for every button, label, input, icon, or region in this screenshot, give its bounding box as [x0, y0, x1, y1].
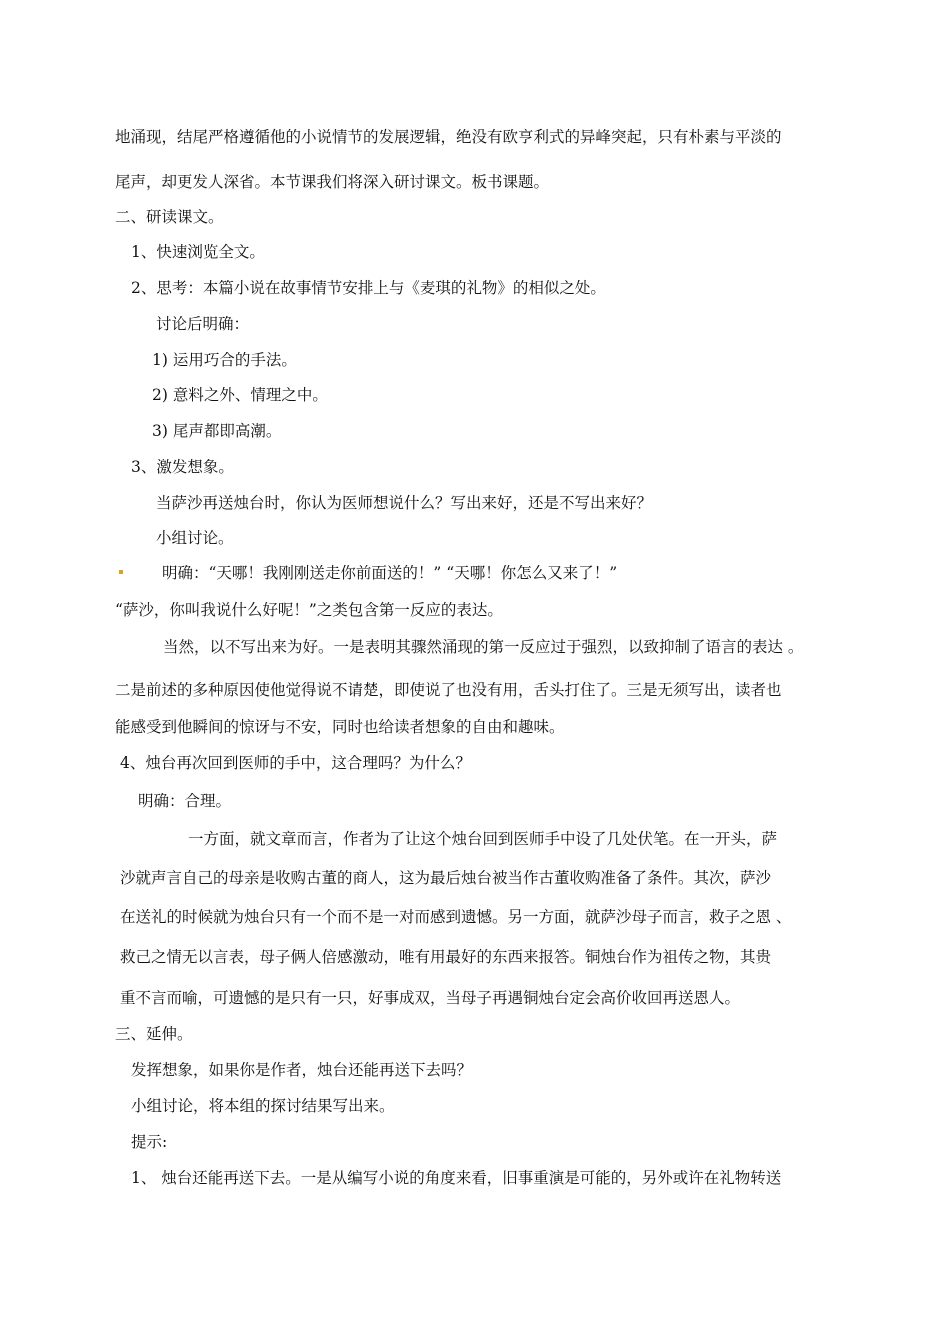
paragraph-line: 一方面，就文章而言，作者为了让这个烛台回到医师手中设了几处伏笔。在一开头，萨: [188, 830, 778, 848]
list-item: 2) 意料之外、情理之中。: [152, 386, 328, 404]
list-item: 4、烛台再次回到医师的手中，这合理吗？为什么？: [120, 754, 471, 772]
list-item: 3) 尾声都即高潮。: [152, 422, 282, 440]
section-heading: 二、研读课文。: [115, 208, 224, 226]
paragraph-line: 小组讨论。: [156, 529, 234, 547]
paragraph-line: 讨论后明确：: [156, 315, 250, 333]
list-item: 2、思考：本篇小说在故事情节安排上与《麦琪的礼物》的相似之处。: [131, 279, 606, 297]
paragraph-line: 小组讨论，将本组的探讨结果写出来。: [131, 1097, 395, 1115]
paragraph-line: 地涌现，结尾严格遵循他的小说情节的发展逻辑，绝没有欧亨利式的异峰突起，只有朴素与平淡的: [115, 128, 782, 146]
bullet-marker: [119, 570, 123, 574]
section-heading: 三、延伸。: [115, 1025, 193, 1043]
paragraph-line: 能感受到他瞬间的惊讶与不安，同时也给读者想象的自由和趣味。: [115, 718, 565, 736]
paragraph-line: 重不言而喻，可遗憾的是只有一只，好事成双，当母子再遇铜烛台定会高价收回再送恩人。: [120, 989, 741, 1007]
list-item: 3、激发想象。: [131, 458, 234, 476]
list-item: 1、快速浏览全文。: [131, 243, 265, 261]
paragraph-line: 在送礼的时候就为烛台只有一个而不是一对而感到遗憾。另一方面，就萨沙母子而言，救子之恩 、: [120, 908, 792, 926]
paragraph-line: 当然，以不写出来为好。一是表明其骤然涌现的第一反应过于强烈，以致抑制了语言的表达 。: [163, 638, 804, 656]
paragraph-line: 发挥想象，如果你是作者，烛台还能再送下去吗？: [131, 1061, 473, 1079]
list-item: 1、 烛台还能再送下去。一是从编写小说的角度来看，旧事重演是可能的，另外或许在礼物转送: [131, 1169, 782, 1187]
paragraph-line: 二是前述的多种原因使他觉得说不请楚，即使说了也没有用，舌头打住了。三是无须写出，读者也: [115, 681, 782, 699]
list-item: 1) 运用巧合的手法。: [152, 351, 297, 369]
paragraph-line: “萨沙，你叫我说什么好呢！”之类包含第一反应的表达。: [115, 601, 503, 619]
paragraph-line: 沙就声言自己的母亲是收购古董的商人，这为最后烛台被当作古董收购准备了条件。其次，萨沙: [120, 869, 772, 887]
paragraph-line: 尾声，却更发人深省。本节课我们将深入研讨课文。板书课题。: [115, 173, 550, 191]
paragraph-line: 明确：合理。: [138, 792, 232, 810]
paragraph-line: 当萨沙再送烛台时，你认为医师想说什么？写出来好，还是不写出来好？: [156, 494, 653, 512]
paragraph-line: 救己之情无以言表，母子俩人倍感激动，唯有用最好的东西来报答。铜烛台作为祖传之物，其贵: [120, 948, 772, 966]
paragraph-line: 明确：“天哪！我刚刚送走你前面送的！” “天哪！你怎么又来了！”: [162, 564, 618, 582]
paragraph-line: 提示:: [131, 1133, 168, 1151]
